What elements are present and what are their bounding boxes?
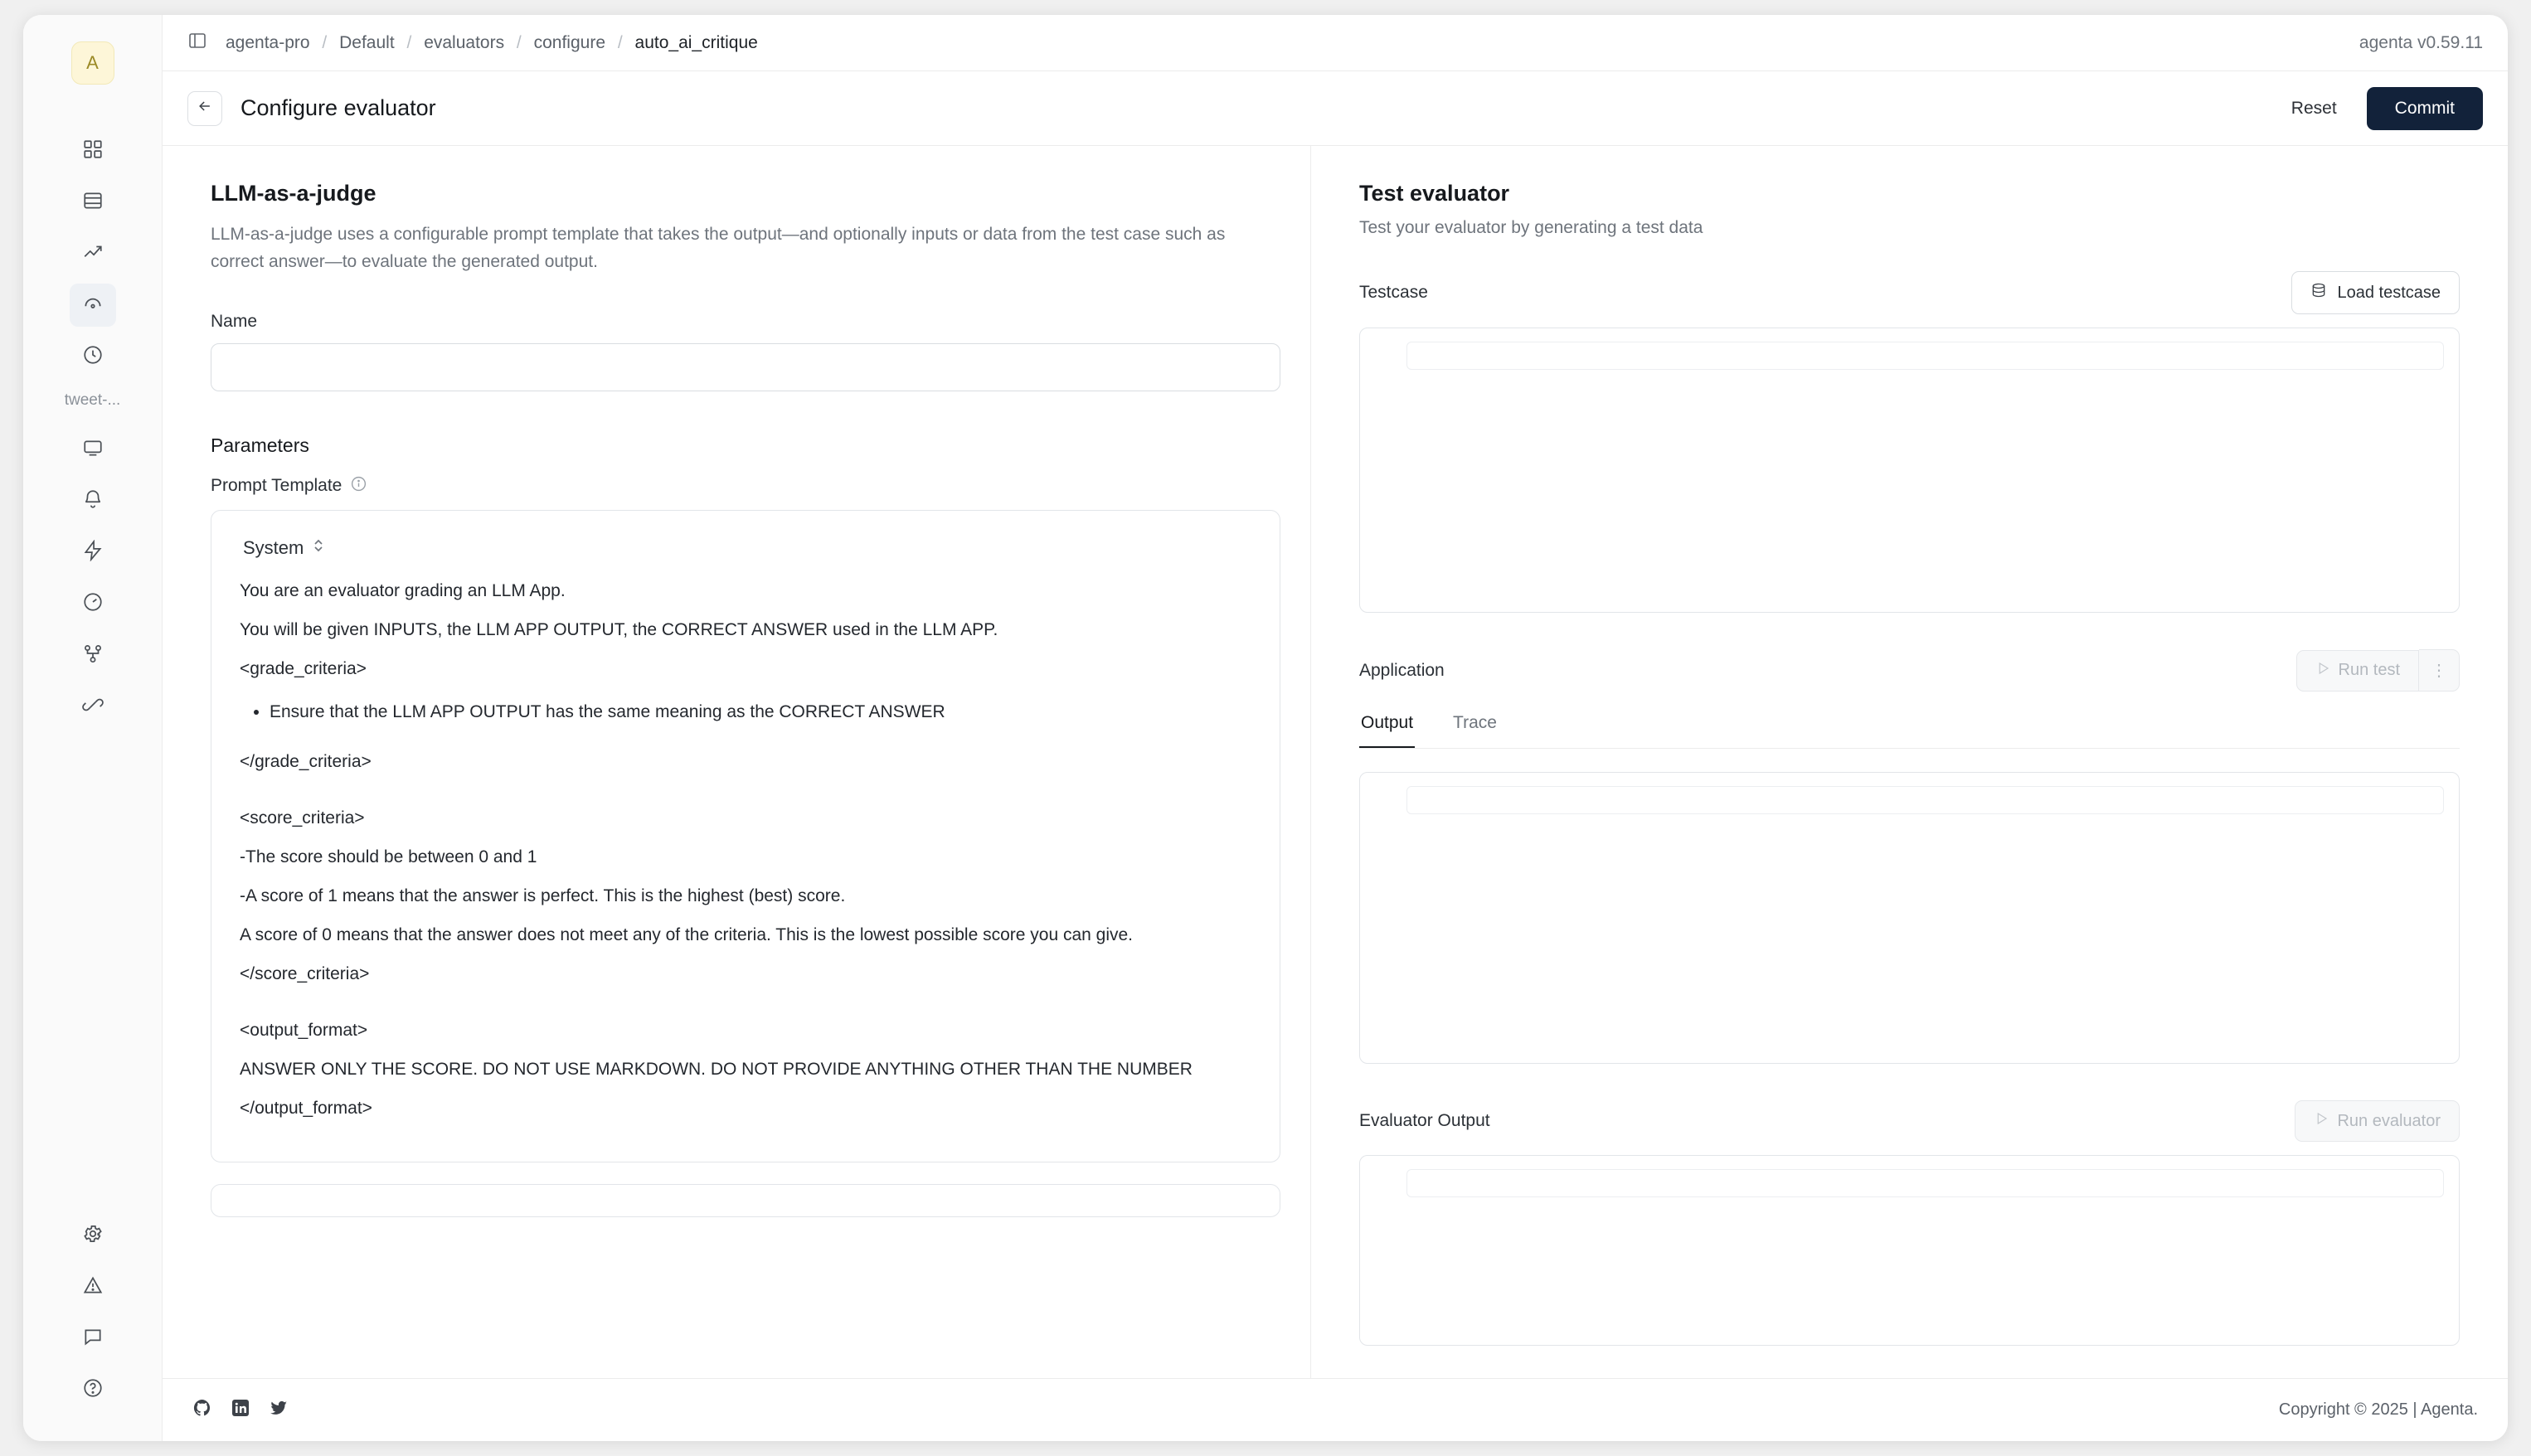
sidebar-item-issues[interactable] [70, 1265, 116, 1308]
copyright-text: Copyright © 2025 | Agenta. [2278, 1400, 2478, 1419]
tab-output[interactable]: Output [1359, 708, 1415, 748]
name-input[interactable] [211, 343, 1280, 391]
prompt-line: A score of 0 means that the answer does not meet any of the criteria. This is the lowest possible score you can give. [240, 925, 1134, 945]
breadcrumb-separator: / [516, 32, 522, 52]
sidebar-bottom [70, 1214, 116, 1441]
page-header [163, 71, 2508, 146]
integrations-icon [82, 694, 104, 720]
variants-icon [82, 643, 104, 668]
commit-button[interactable]: Commit [2367, 87, 2483, 130]
deployment-icon [82, 437, 104, 463]
run-evaluator-button[interactable] [2295, 1100, 2460, 1142]
evaluator-title: LLM-as-a-judge [211, 181, 376, 206]
evaluator-output-editor-line[interactable] [1406, 1169, 2444, 1197]
help-icon [82, 1377, 104, 1403]
twitter-icon[interactable] [269, 1398, 289, 1422]
prompt-template-label: Prompt Template [211, 476, 342, 496]
prompt-bullet: • Ensure that the LLM APP OUTPUT has the same meaning as the CORRECT ANSWER [270, 698, 1251, 726]
sidebar [23, 15, 163, 1441]
page-title: Configure evaluator [240, 95, 436, 120]
prompt-bullet-list [240, 698, 1251, 726]
breadcrumb-item-project[interactable]: Default [339, 32, 395, 52]
tab-trace[interactable]: Trace [1453, 713, 1497, 732]
prompt-line: </score_criteria> [240, 964, 370, 984]
arrow-left-icon [197, 98, 213, 119]
topbar [163, 15, 2508, 71]
test-evaluator-subtitle: Test your evaluator by generating a test data [1359, 218, 1703, 237]
footer-social-links [192, 1398, 289, 1422]
testcase-editor[interactable] [1359, 328, 2460, 613]
back-button[interactable] [187, 91, 222, 126]
quick-actions-icon [82, 540, 104, 565]
linkedin-icon[interactable] [231, 1398, 250, 1422]
prompt-line: <output_format> [240, 1021, 368, 1041]
avatar[interactable]: A [71, 41, 114, 85]
breadcrumb-item-current: auto_ai_critique [634, 32, 758, 52]
breadcrumb [226, 33, 758, 53]
chat-icon [82, 1326, 104, 1352]
prompt-line: </grade_criteria> [240, 752, 372, 772]
test-evaluator-title: Test evaluator [1359, 181, 1510, 206]
more-vertical-icon: ⋮ [2431, 662, 2447, 680]
sidebar-item-testsets[interactable] [70, 181, 116, 224]
run-test-label: Run test [2338, 661, 2400, 679]
output-editor[interactable] [1359, 772, 2460, 1064]
testsets-icon [82, 190, 104, 216]
prompt-line: ANSWER ONLY THE SCORE. DO NOT USE MARKDOWN. DO NOT PROVIDE ANYTHING OTHER THAN THE NUMBER [240, 1060, 1193, 1080]
parameters-label: Parameters [211, 434, 309, 457]
version-label: agenta v0.59.11 [2359, 32, 2483, 52]
prompt-line: </output_format> [240, 1099, 372, 1119]
evaluators-icon [82, 293, 104, 318]
play-icon [2315, 661, 2330, 681]
header-actions [2278, 87, 2483, 130]
prompt-line: <score_criteria> [240, 808, 365, 828]
evaluator-output-label: Evaluator Output [1359, 1111, 1490, 1130]
analytics-icon [82, 241, 104, 267]
breadcrumb-separator: / [322, 32, 328, 52]
alerts-icon [82, 488, 104, 514]
content [163, 146, 2508, 1378]
application-tabs [1359, 708, 2460, 749]
run-evaluator-label: Run evaluator [2337, 1111, 2441, 1130]
panel-toggle-icon[interactable] [187, 31, 207, 55]
evaluator-output-header [1359, 1100, 2460, 1142]
play-icon [2314, 1111, 2329, 1131]
warning-icon [82, 1274, 104, 1300]
main-area [163, 15, 2508, 1441]
breadcrumb-separator: / [406, 32, 412, 52]
evaluator-description: LLM-as-a-judge uses a configurable prompt template that takes the output—and optionally inputs or data from the test case such as correct answer—to evaluate the generated output. [211, 225, 1226, 271]
info-icon[interactable] [350, 475, 367, 497]
run-test-more-button[interactable] [2419, 649, 2460, 692]
github-icon[interactable] [192, 1398, 212, 1422]
breadcrumb-item-configure[interactable]: configure [533, 32, 605, 52]
sidebar-item-apps[interactable] [70, 129, 116, 172]
sidebar-item-observability[interactable] [70, 335, 116, 378]
evaluations-icon [82, 591, 104, 617]
sidebar-item-deployment[interactable] [70, 428, 116, 471]
reset-button[interactable]: Reset [2278, 90, 2350, 127]
breadcrumb-item-evaluators[interactable]: evaluators [424, 32, 505, 52]
sidebar-item-evaluators[interactable] [70, 284, 116, 327]
test-evaluator-panel [1311, 146, 2508, 1378]
run-test-button[interactable] [2296, 650, 2419, 692]
apps-icon [82, 138, 104, 164]
load-testcase-button[interactable] [2291, 271, 2460, 314]
sidebar-item-integrations[interactable] [70, 685, 116, 728]
prompt-line: -A score of 1 means that the answer is perfect. This is the highest (best) score. [240, 886, 846, 906]
evaluator-output-editor[interactable] [1359, 1155, 2460, 1346]
prompt-line: You will be given INPUTS, the LLM APP OUTPUT, the CORRECT ANSWER used in the LLM APP. [240, 620, 998, 640]
prompt-line: <grade_criteria> [240, 659, 367, 679]
breadcrumb-separator: / [617, 32, 623, 52]
breadcrumb-item-workspace[interactable]: agenta-pro [226, 32, 310, 52]
sidebar-app-label[interactable]: tweet-... [64, 391, 121, 409]
prompt-role-label: System [243, 537, 304, 559]
sidebar-item-variants[interactable] [70, 633, 116, 677]
prompt-template-editor-secondary[interactable] [211, 1184, 1280, 1217]
footer [163, 1378, 2508, 1441]
testcase-label: Testcase [1359, 283, 1428, 302]
name-label: Name [211, 312, 258, 332]
sidebar-item-support-chat[interactable] [70, 1317, 116, 1360]
evaluator-config-panel [163, 146, 1311, 1378]
sidebar-item-alerts[interactable] [70, 479, 116, 522]
load-testcase-label: Load testcase [2337, 283, 2441, 302]
sidebar-item-evaluations[interactable] [70, 582, 116, 625]
gear-icon [82, 1223, 104, 1249]
prompt-line: -The score should be between 0 and 1 [240, 847, 537, 867]
observability-icon [82, 344, 104, 370]
database-icon [2310, 282, 2327, 303]
prompt-line: You are an evaluator grading an LLM App. [240, 581, 566, 601]
sidebar-item-settings[interactable] [70, 1214, 116, 1257]
prompt-role-select[interactable] [240, 532, 328, 564]
testcase-editor-line[interactable] [1406, 342, 2444, 370]
sidebar-item-quick-actions[interactable] [70, 531, 116, 574]
chevron-updown-icon [312, 537, 325, 559]
prompt-template-label-row [211, 475, 1262, 497]
run-test-button-group [2296, 649, 2460, 692]
app-window [23, 15, 2508, 1441]
output-editor-line[interactable] [1406, 786, 2444, 814]
sidebar-item-analytics[interactable] [70, 232, 116, 275]
prompt-template-editor[interactable] [211, 510, 1280, 1162]
sidebar-item-help[interactable] [70, 1368, 116, 1411]
application-label: Application [1359, 660, 1445, 680]
testcase-header [1359, 271, 2460, 314]
application-header [1359, 649, 2460, 692]
